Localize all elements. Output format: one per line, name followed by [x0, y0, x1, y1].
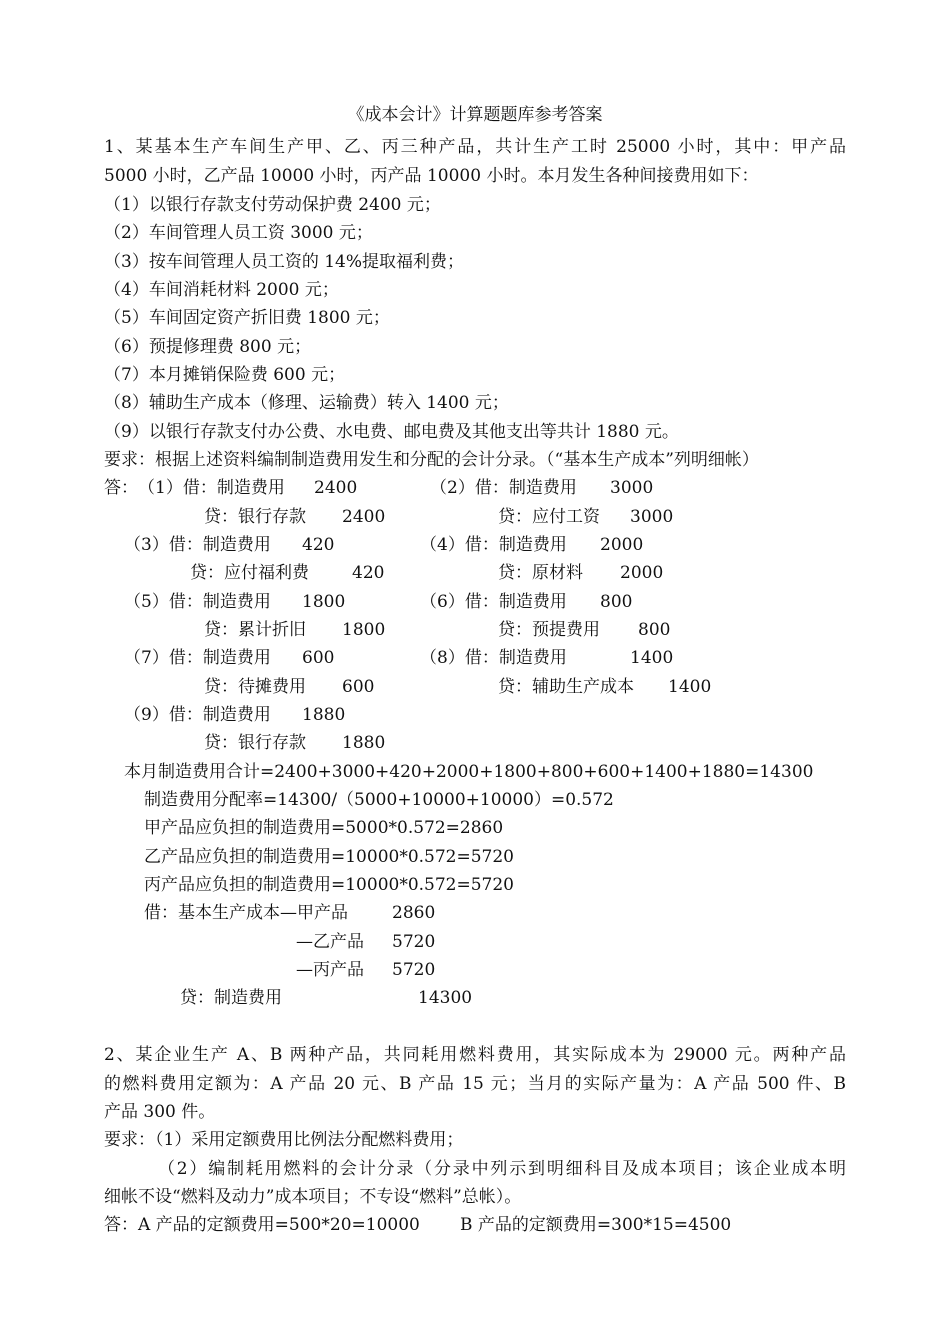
entry-8-credit-amount: 1400: [668, 677, 712, 697]
entry-2-credit: 贷：应付工资: [498, 507, 600, 527]
alloc-sub3: —丙产品: [296, 960, 364, 980]
entry-6-debit-amount: 800: [600, 592, 633, 612]
calc-total: 本月制造费用合计=2400+3000+420+2000+1800+800+600+1400+1880=14300: [124, 762, 814, 782]
answer-prefix: 答：: [104, 478, 138, 498]
entry-8-debit: （8）借：制造费用: [420, 648, 567, 668]
q2-req2-line2: 细帐不设“燃料及动力”成本项目；不专设“燃料”总帐）。: [104, 1187, 522, 1207]
entry-1-credit: 贷：银行存款: [204, 507, 306, 527]
entry-9-credit-amount: 1880: [342, 733, 386, 753]
entry-4-debit-amount: 2000: [600, 535, 644, 555]
entry-8-credit: 贷：辅助生产成本: [498, 677, 634, 697]
alloc-sub2-amount: 5720: [392, 932, 436, 952]
q1-item-7: （7）本月摊销保险费 600 元；: [104, 365, 346, 385]
q1-item-2: （2）车间管理人员工资 3000 元；: [104, 223, 373, 243]
alloc-sub2: —乙产品: [296, 932, 364, 952]
q2-req2-line1: （2）编制耗用燃料的会计分录（分录中列示到明细科目及成本项目；该企业成本明: [158, 1159, 846, 1179]
entry-6-credit-amount: 800: [638, 620, 671, 640]
q1-item-6: （6）预提修理费 800 元；: [104, 337, 312, 357]
entry-9-debit: （9）借：制造费用: [124, 705, 271, 725]
entry-1-debit-amount: 2400: [314, 478, 358, 498]
entry-9-credit: 贷：银行存款: [204, 733, 306, 753]
entry-5-debit-amount: 1800: [302, 592, 346, 612]
entry-7-debit-amount: 600: [302, 648, 335, 668]
q1-item-5: （5）车间固定资产折旧费 1800 元；: [104, 308, 390, 328]
entry-5-debit: （5）借：制造费用: [124, 592, 271, 612]
q2-answer-a: 答：A 产品的定额费用=500*20=10000: [104, 1215, 420, 1235]
entry-4-debit: （4）借：制造费用: [420, 535, 567, 555]
q2-answer-b: B 产品的定额费用=300*15=4500: [460, 1215, 732, 1235]
entry-3-debit-amount: 420: [302, 535, 335, 555]
q1-item-3: （3）按车间管理人员工资的 14%提取福利费；: [104, 252, 465, 272]
q1-requirement: 要求：根据上述资料编制制造费用发生和分配的会计分录。（“基本生产成本”列明细帐）: [104, 450, 759, 470]
alloc-debit-amount: 2860: [392, 903, 436, 923]
entry-4-credit: 贷：原材料: [498, 563, 583, 583]
alloc-credit: 贷：制造费用: [180, 988, 282, 1008]
entry-1-debit: （1）借：制造费用: [138, 478, 285, 498]
entry-8-debit-amount: 1400: [630, 648, 674, 668]
entry-7-credit-amount: 600: [342, 677, 375, 697]
alloc-credit-amount: 14300: [418, 988, 473, 1008]
page-title: 《成本会计》计算题题库参考答案: [347, 105, 603, 125]
q1-intro-line2: 5000 小时，乙产品 10000 小时，丙产品 10000 小时。本月发生各种间接费用如下：: [104, 166, 759, 186]
entry-2-debit: （2）借：制造费用: [430, 478, 577, 498]
entry-5-credit-amount: 1800: [342, 620, 386, 640]
entry-9-debit-amount: 1880: [302, 705, 346, 725]
q2-intro-line2: 的燃料费用定额为：A 产品 20 元、B 产品 15 元；当月的实际产量为：A 产品 500 件、B: [104, 1074, 846, 1094]
entry-3-credit-amount: 420: [352, 563, 385, 583]
q1-item-1: （1）以银行存款支付劳动保护费 2400 元；: [104, 195, 441, 215]
calc-yi: 乙产品应负担的制造费用=10000*0.572=5720: [144, 847, 514, 867]
calc-rate: 制造费用分配率=14300/（5000+10000+10000）=0.572: [144, 790, 614, 810]
entry-6-debit: （6）借：制造费用: [420, 592, 567, 612]
calc-jia: 甲产品应负担的制造费用=5000*0.572=2860: [144, 818, 504, 838]
entry-3-debit: （3）借：制造费用: [124, 535, 271, 555]
entry-2-credit-amount: 3000: [630, 507, 674, 527]
q1-item-8: （8）辅助生产成本（修理、运输费）转入 1400 元；: [104, 393, 509, 413]
entry-6-credit: 贷：预提费用: [498, 620, 600, 640]
alloc-sub3-amount: 5720: [392, 960, 436, 980]
entry-3-credit: 贷：应付福利费: [190, 563, 309, 583]
entry-4-credit-amount: 2000: [620, 563, 664, 583]
alloc-debit: 借：基本生产成本—甲产品: [144, 903, 348, 923]
q2-intro-line3: 产品 300 件。: [104, 1102, 216, 1122]
entry-2-debit-amount: 3000: [610, 478, 654, 498]
q1-intro-line1: 1、某基本生产车间生产甲、乙、丙三种产品，共计生产工时 25000 小时，其中：甲产品: [104, 137, 846, 157]
entry-7-debit: （7）借：制造费用: [124, 648, 271, 668]
entry-1-credit-amount: 2400: [342, 507, 386, 527]
entry-5-credit: 贷：累计折旧: [204, 620, 306, 640]
q2-intro-line1: 2、某企业生产 A、B 两种产品，共同耗用燃料费用，其实际成本为 29000 元。两种产品: [104, 1045, 846, 1065]
entry-7-credit: 贷：待摊费用: [204, 677, 306, 697]
q1-item-9: （9）以银行存款支付办公费、水电费、邮电费及其他支出等共计 1880 元。: [104, 422, 679, 442]
calc-bing: 丙产品应负担的制造费用=10000*0.572=5720: [144, 875, 514, 895]
q1-item-4: （4）车间消耗材料 2000 元；: [104, 280, 339, 300]
q2-req1: 要求：（1）采用定额费用比例法分配燃料费用；: [104, 1130, 464, 1150]
